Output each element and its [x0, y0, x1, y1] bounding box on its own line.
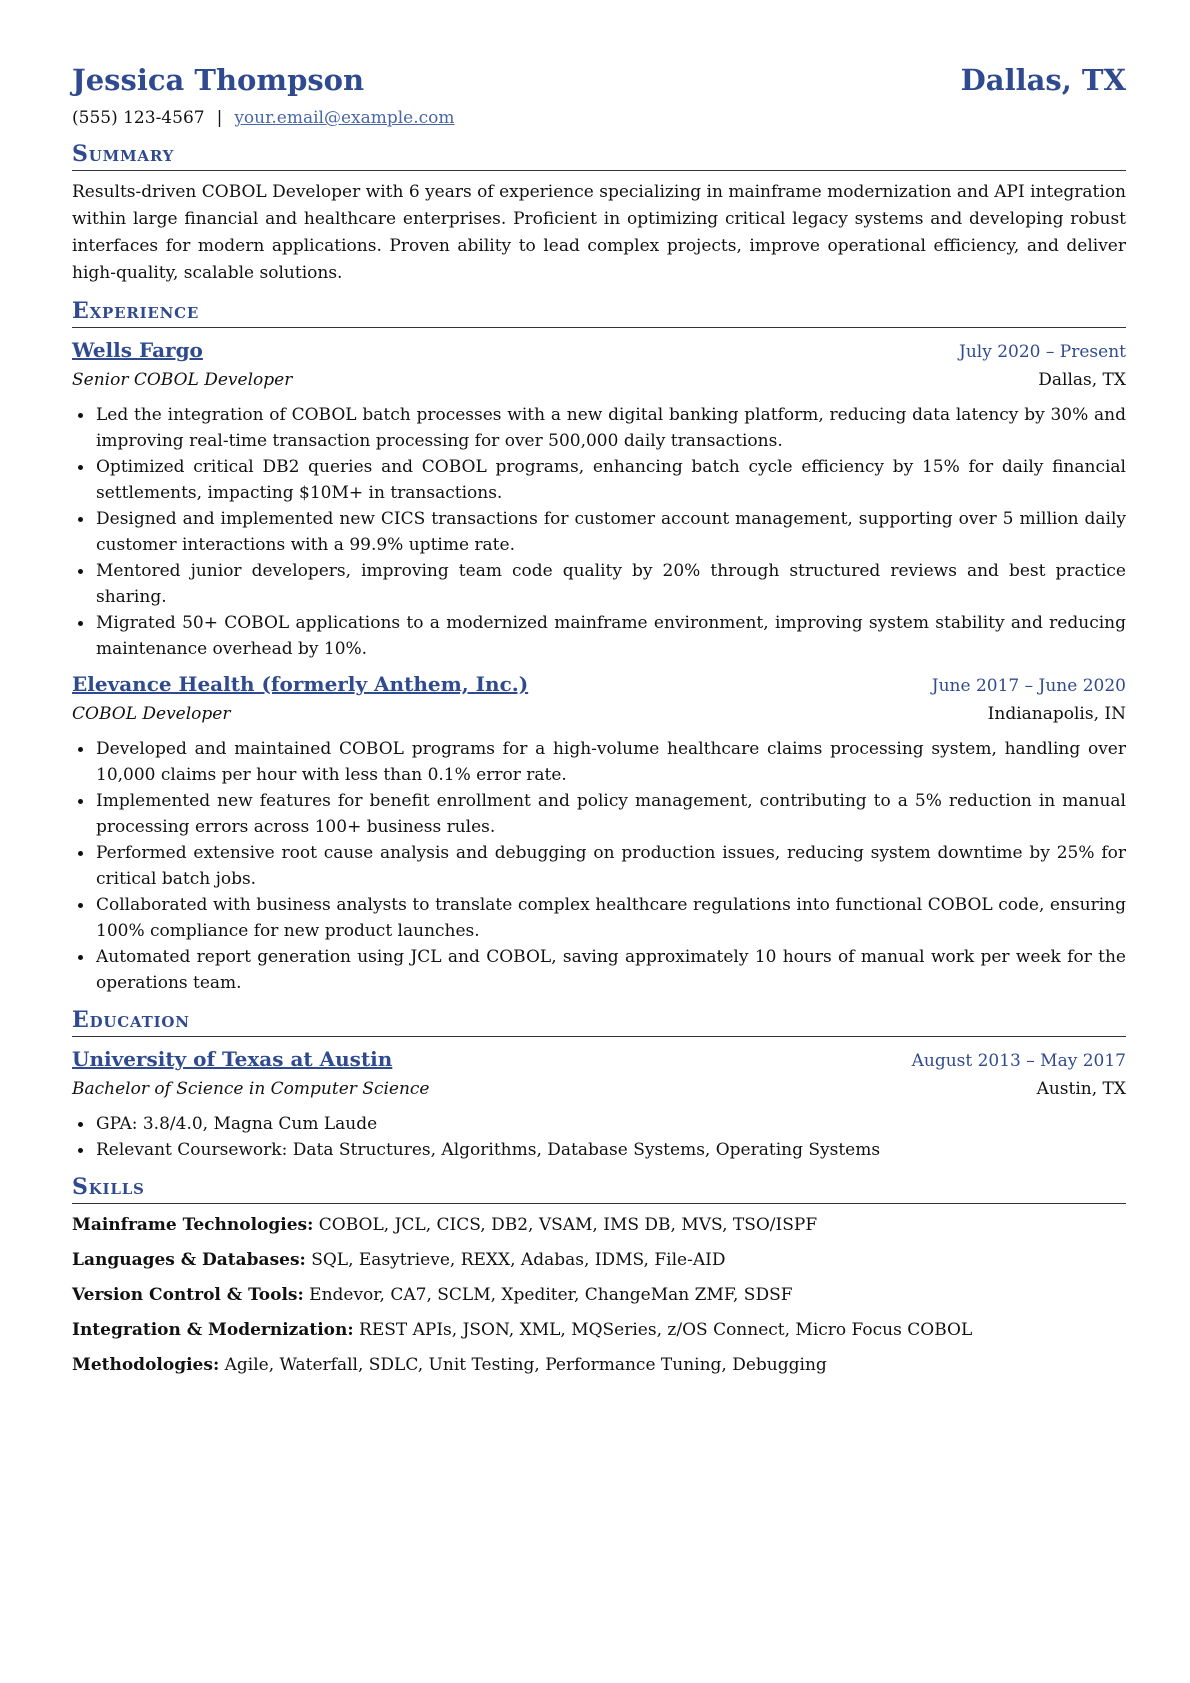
- skill-value: REST APIs, JSON, XML, MQSeries, z/OS Connect, Micro Focus COBOL: [359, 1320, 973, 1340]
- experience-entry-elevance-health: [72, 670, 1126, 996]
- skill-label: Methodologies:: [72, 1355, 220, 1375]
- company-link[interactable]: Elevance Health (formerly Anthem, Inc.): [72, 672, 529, 696]
- job-bullet-list: [72, 402, 1126, 662]
- list-item: Relevant Coursework: Data Structures, Algorithms, Database Systems, Operating Systems: [96, 1137, 1126, 1163]
- candidate-location: Dallas, TX: [960, 63, 1126, 97]
- list-item: Led the integration of COBOL batch processes with a new digital banking platform, reducing data latency by 30% and improving real-time transaction processing for over 500,000 daily transactions.: [96, 402, 1126, 454]
- skill-value: Endevor, CA7, SCLM, Xpediter, ChangeMan ZMF, SDSF: [309, 1285, 793, 1305]
- job-dates: June 2017 – June 2020: [931, 676, 1126, 696]
- list-item: Implemented new features for benefit enrollment and policy management, contributing to a 5% reduction in manual processing errors across 100+ business rules.: [96, 788, 1126, 840]
- skill-row: [72, 1352, 1126, 1378]
- entry-heading-line: [72, 336, 1126, 366]
- list-item: Collaborated with business analysts to translate complex healthcare regulations into functional COBOL code, ensuring 100% compliance for new product launches.: [96, 892, 1126, 944]
- skill-label: Mainframe Technologies:: [72, 1215, 314, 1235]
- resume-header: [72, 62, 1126, 98]
- summary-text: Results-driven COBOL Developer with 6 years of experience specializing in mainframe modernization and API integration within large financial and healthcare enterprises. Proficient in optimizing critical legacy systems and developing robust interfaces for modern applications. Proven ability to lead complex projects, improve operational efficiency, and deliver high-quality, scalable solutions.: [72, 182, 1126, 283]
- skill-label: Languages & Databases:: [72, 1250, 306, 1270]
- job-bullet-list: [72, 736, 1126, 996]
- skill-row: [72, 1247, 1126, 1273]
- list-item: Performed extensive root cause analysis and debugging on production issues, reducing system downtime by 25% for critical batch jobs.: [96, 840, 1126, 892]
- entry-subheading-line: [72, 700, 1126, 728]
- list-item: Automated report generation using JCL and COBOL, saving approximately 10 hours of manual work per week for the operations team.: [96, 944, 1126, 996]
- skill-row: [72, 1212, 1126, 1238]
- education-dates: August 2013 – May 2017: [911, 1051, 1126, 1071]
- skill-label: Version Control & Tools:: [72, 1285, 304, 1305]
- contact-separator: |: [216, 108, 223, 128]
- skills-list: [72, 1212, 1126, 1378]
- experience-entry-wells-fargo: [72, 336, 1126, 662]
- contact-line: [72, 106, 1126, 130]
- entry-subheading-line: [72, 1075, 1126, 1103]
- entry-heading-line: [72, 1045, 1126, 1075]
- entry-subheading-line: [72, 366, 1126, 394]
- entry-heading-line: [72, 670, 1126, 700]
- candidate-name: Jessica Thompson: [72, 63, 365, 97]
- section-title-skills: Skills: [72, 1173, 1126, 1204]
- list-item: GPA: 3.8/4.0, Magna Cum Laude: [96, 1111, 1126, 1137]
- education-bullet-list: [72, 1111, 1126, 1163]
- list-item: Migrated 50+ COBOL applications to a modernized mainframe environment, improving system stability and reducing maintenance overhead by 10%.: [96, 610, 1126, 662]
- education-entry: [72, 1045, 1126, 1163]
- skill-label: Integration & Modernization:: [72, 1320, 354, 1340]
- skill-row: [72, 1317, 1126, 1343]
- section-title-summary: Summary: [72, 140, 1126, 171]
- email-link[interactable]: your.email@example.com: [234, 108, 455, 128]
- skill-row: [72, 1282, 1126, 1308]
- phone-number: (555) 123-4567: [72, 108, 205, 128]
- list-item: Optimized critical DB2 queries and COBOL programs, enhancing batch cycle efficiency by 15% for daily financial settlements, impacting $10M+ in transactions.: [96, 454, 1126, 506]
- school-link[interactable]: University of Texas at Austin: [72, 1047, 393, 1071]
- school-location: Austin, TX: [1036, 1079, 1126, 1099]
- job-dates: July 2020 – Present: [959, 342, 1126, 362]
- section-title-experience: Experience: [72, 297, 1126, 328]
- list-item: Developed and maintained COBOL programs for a high-volume healthcare claims processing system, handling over 10,000 claims per hour with less than 0.1% error rate.: [96, 736, 1126, 788]
- job-title: COBOL Developer: [72, 704, 231, 724]
- resume-page: [72, 62, 1126, 1387]
- section-title-education: Education: [72, 1006, 1126, 1037]
- skill-value: Agile, Waterfall, SDLC, Unit Testing, Performance Tuning, Debugging: [224, 1355, 827, 1375]
- company-link[interactable]: Wells Fargo: [72, 338, 203, 362]
- skill-value: SQL, Easytrieve, REXX, Adabas, IDMS, File-AID: [311, 1250, 726, 1270]
- job-location: Indianapolis, IN: [987, 704, 1126, 724]
- list-item: Designed and implemented new CICS transactions for customer account management, supporting over 5 million daily customer interactions with a 99.9% uptime rate.: [96, 506, 1126, 558]
- list-item: Mentored junior developers, improving team code quality by 20% through structured reviews and best practice sharing.: [96, 558, 1126, 610]
- skill-value: COBOL, JCL, CICS, DB2, VSAM, IMS DB, MVS, TSO/ISPF: [318, 1215, 818, 1235]
- job-location: Dallas, TX: [1038, 370, 1126, 390]
- degree-title: Bachelor of Science in Computer Science: [72, 1079, 430, 1099]
- job-title: Senior COBOL Developer: [72, 370, 293, 390]
